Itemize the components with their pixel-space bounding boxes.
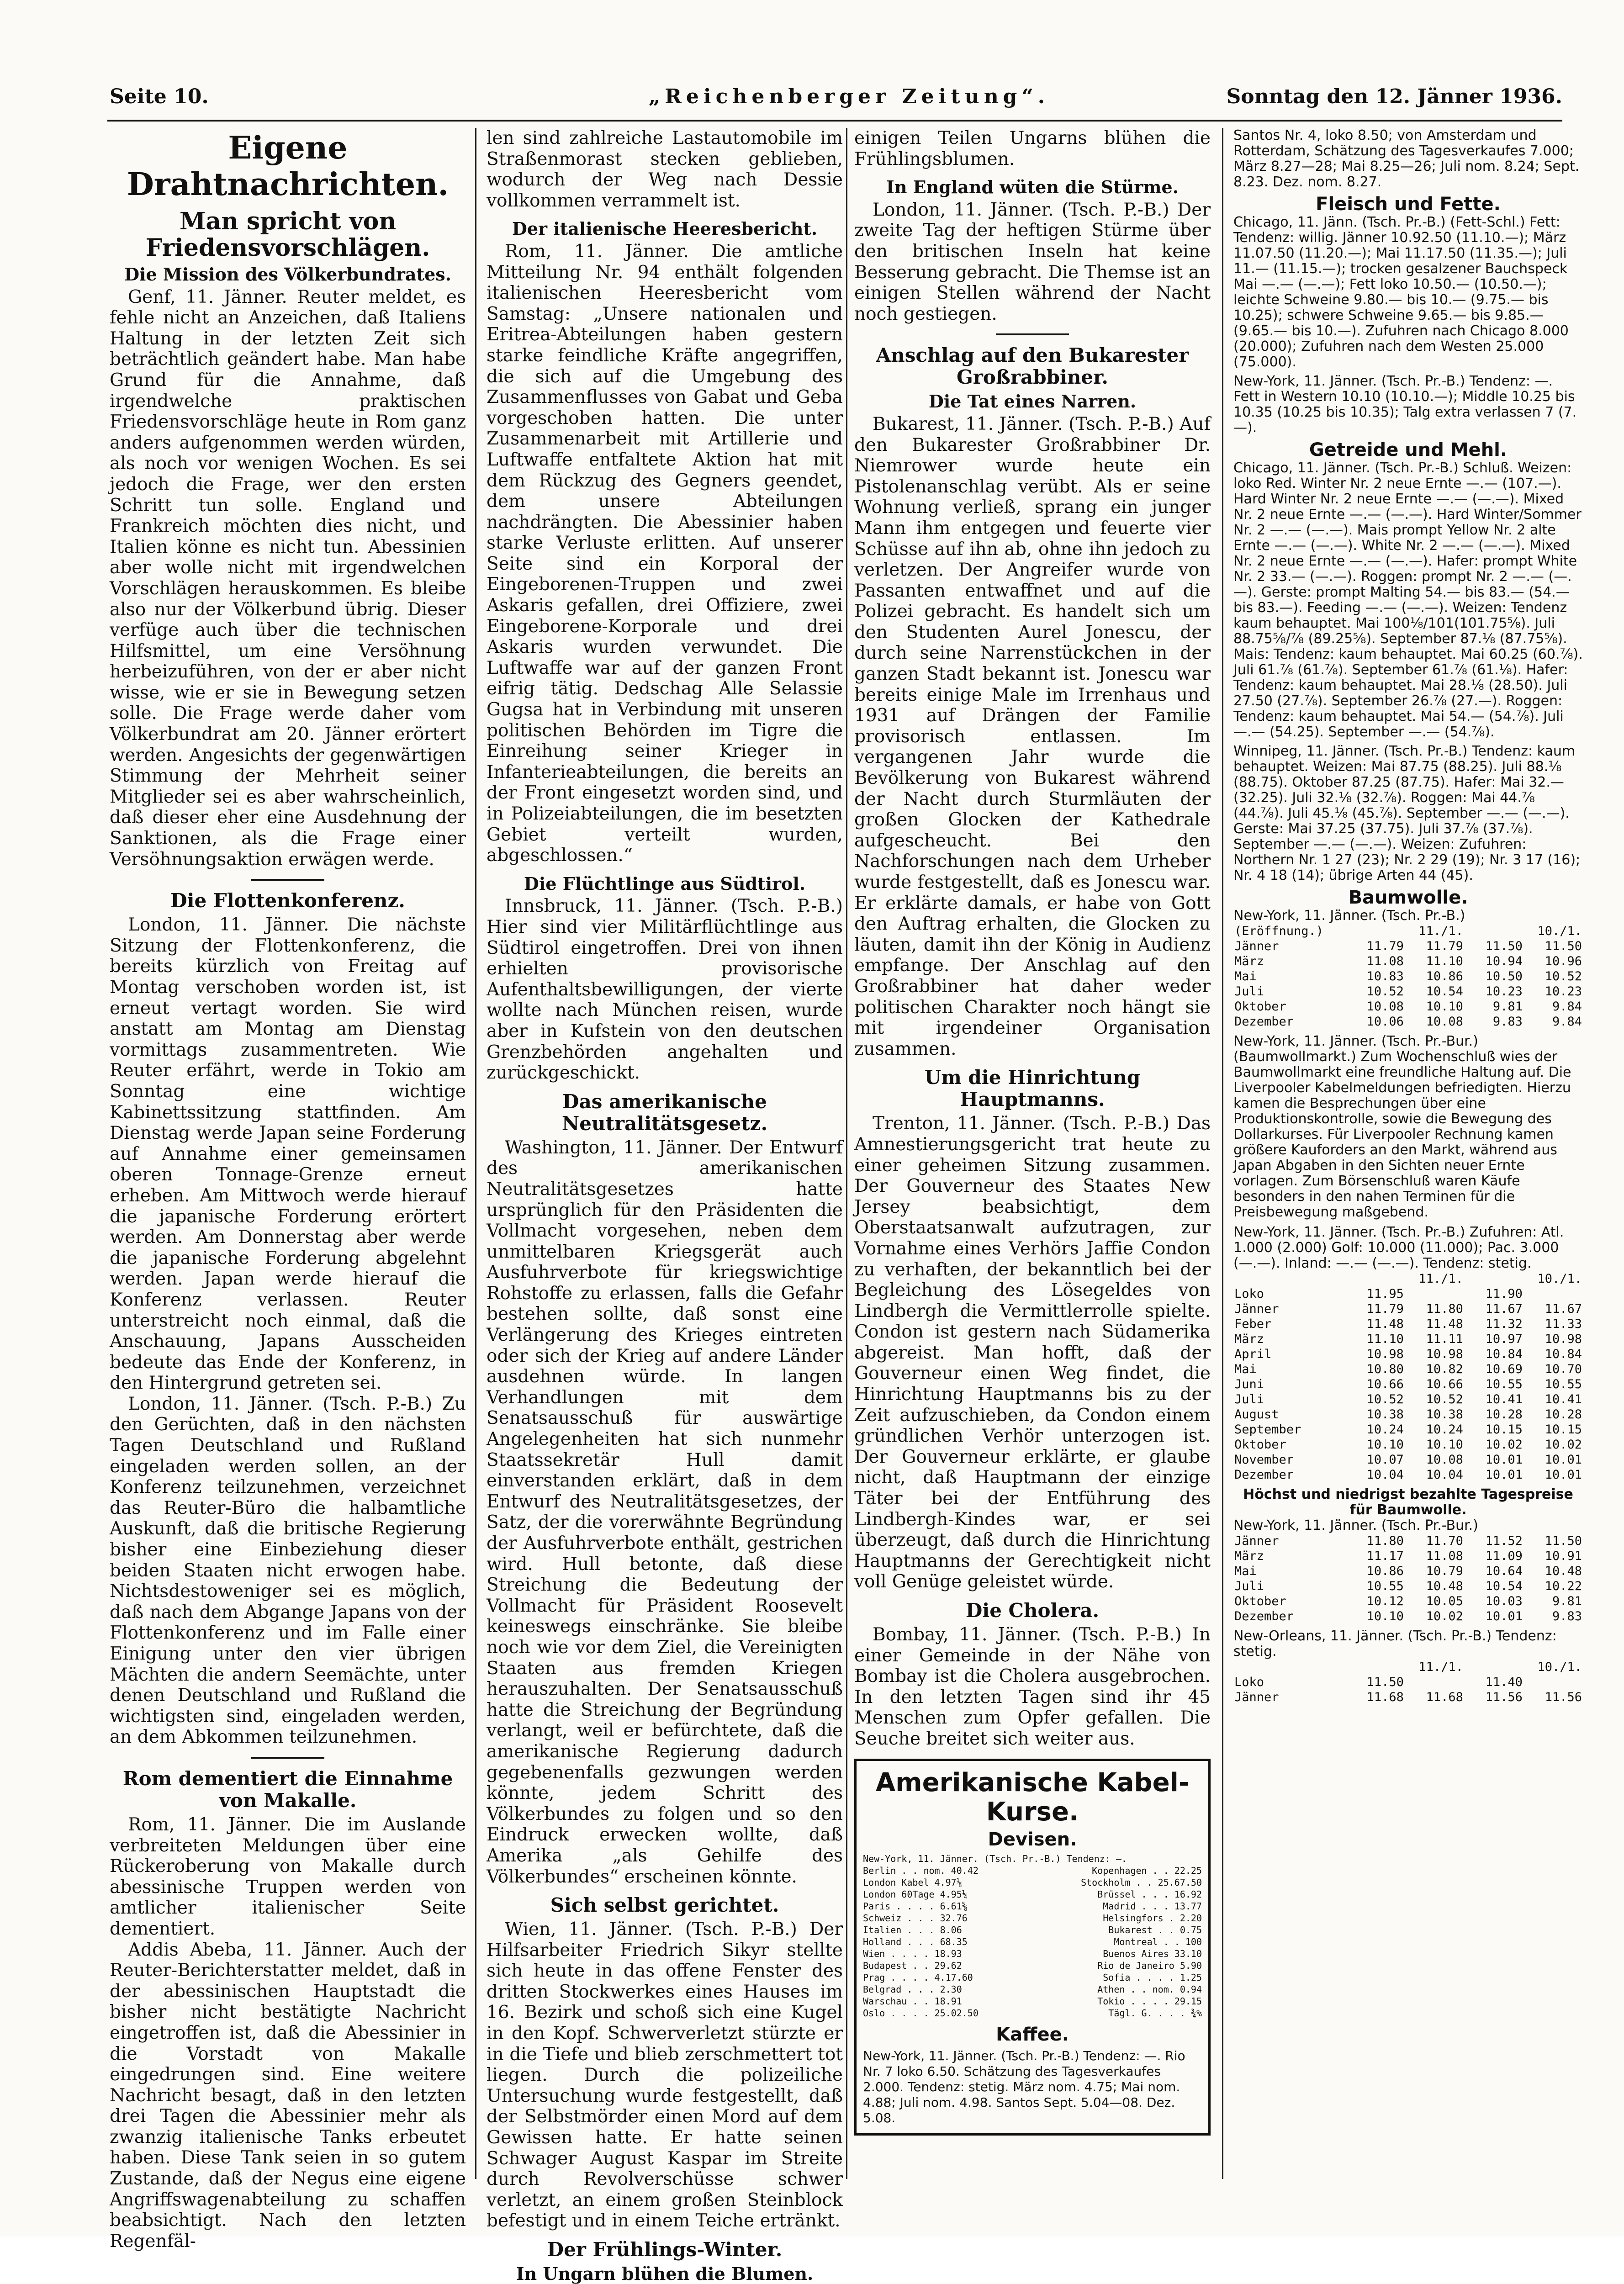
divider bbox=[251, 1757, 324, 1759]
devisen-right: Kopenhagen . . 22.25 bbox=[1092, 1865, 1202, 1877]
market-paragraph: New-York, 11. Jänner. (Tsch. Pr.-Bur.) bbox=[1233, 1517, 1478, 1533]
divider bbox=[996, 333, 1069, 335]
month-cell: Juli bbox=[1234, 984, 1264, 999]
price-cell: 10.24 bbox=[1366, 1422, 1404, 1437]
article-paragraph: London, 11. Jänner. (Tsch. P.-B.) Zu den Gerüchten, daß in den nächsten Tagen Deutschland und Rußland eingeladen werden sollen, an der Konferenz teilzunehmen, verzeichnet das Reuter-Büro die halbamtliche Auskunft, daß die britische Regierung bisher eine Einbeziehung dieser beiden Staaten nicht erwogen habe. Nichtsdestoweniger sei es möglich, daß nach dem Abgange Japans von der Flottenkonferenz und im Falle einer Einigung unter den vier übrigen Mächten die andern Seemächte, unter denen Deutschland und Rußland die wichtigsten sind, eingeladen werden, an dem Abkommen teilzunehmen. bbox=[110, 1393, 466, 1748]
month-cell: Feber bbox=[1234, 1317, 1272, 1331]
price-cell: 11.67 bbox=[1485, 1302, 1523, 1316]
article-headline: Das amerikanische Neutralitätsgesetz. bbox=[561, 1090, 768, 1135]
market-section-title: Fleisch und Fette. bbox=[1316, 194, 1501, 215]
devisen-right: Rio de Janeiro 5.90 bbox=[1097, 1960, 1202, 1972]
price-cell: 9.84 bbox=[1552, 999, 1582, 1014]
issue-date: Sonntag den 12. Jänner 1936. bbox=[1226, 85, 1562, 108]
devisen-right: Athen . . nom. 0.94 bbox=[1097, 1984, 1202, 1995]
table-row bbox=[1233, 1407, 1583, 1422]
price-cell: 11.48 bbox=[1426, 1317, 1463, 1331]
price-cell: 10.41 bbox=[1485, 1392, 1523, 1406]
section-title: Eigene Drahtnachrichten. bbox=[127, 130, 449, 203]
price-cell: 11.56 bbox=[1545, 1690, 1582, 1704]
price-cell: 10.66 bbox=[1426, 1377, 1463, 1391]
devisen-table bbox=[863, 1865, 1202, 2019]
market-paragraph: New-York, 11. Jänner. (Tsch. Pr.-B.) Tendenz: —. Fett in Western 10.10 (10.10.—); Middle 10.25 bis 10.35 (10.25 bis 10.35); Talg extra verlassen 7 (7.—). bbox=[1233, 373, 1577, 436]
table-row bbox=[1233, 1392, 1583, 1407]
price-cell: 10.48 bbox=[1545, 1564, 1582, 1578]
cotton-table-1 bbox=[1233, 924, 1583, 1029]
price-cell: 10.01 bbox=[1545, 1468, 1582, 1482]
devisen-left: Belgrad . . . 2.30 bbox=[863, 1984, 962, 1995]
column-divider bbox=[846, 128, 847, 2179]
price-cell: 10.06 bbox=[1366, 1015, 1404, 1029]
price-cell: 10.55 bbox=[1485, 1377, 1523, 1391]
devisen-row bbox=[863, 2007, 1202, 2019]
price-cell: 10.08 bbox=[1366, 999, 1404, 1014]
devisen-row bbox=[863, 1865, 1202, 1877]
devisen-right: Bukarest . . 0.75 bbox=[1108, 1924, 1202, 1936]
cable-rates-title: Amerikanische Kabel-Kurse. bbox=[875, 1767, 1190, 1827]
table-row bbox=[1233, 1422, 1583, 1437]
article-headline: Anschlag auf den Bukarester Großrabbiner. bbox=[876, 344, 1189, 389]
article-subheadline: In Ungarn blühen die Blumen. bbox=[516, 2263, 814, 2284]
price-cell: 11.17 bbox=[1366, 1549, 1404, 1563]
market-paragraph: New-York, 11. Jänner. (Tsch. Pr.-B.) Zufuhren: Atl. 1.000 (2.000) Golf: 10.000 (11.000); Pac. 3.000 (—.—). Inland: —.— (—.—). Tendenz: stetig. bbox=[1233, 1224, 1564, 1271]
price-cell bbox=[1523, 1675, 1583, 1690]
devisen-left: Warschau . . 18.91 bbox=[863, 1996, 962, 2007]
table-row bbox=[1233, 1452, 1583, 1467]
table-row bbox=[1233, 1564, 1583, 1579]
table-header-cell: 11./1. bbox=[1418, 1272, 1463, 1286]
devisen-row bbox=[863, 1877, 1202, 1888]
devisen-row bbox=[863, 1900, 1202, 1912]
table-row bbox=[1233, 954, 1583, 969]
price-cell: 11.09 bbox=[1485, 1549, 1523, 1563]
price-cell: 11.68 bbox=[1366, 1690, 1404, 1704]
table-row bbox=[1233, 1332, 1583, 1347]
price-cell: 10.23 bbox=[1485, 984, 1523, 999]
month-cell: Jänner bbox=[1234, 1302, 1279, 1316]
devisen-row bbox=[863, 1983, 1202, 1995]
price-cell: 11.50 bbox=[1545, 1534, 1582, 1548]
month-cell: März bbox=[1234, 1332, 1264, 1346]
market-section-title: Baumwolle. bbox=[1348, 887, 1468, 908]
month-cell: Mai bbox=[1234, 1362, 1257, 1376]
price-cell: 10.08 bbox=[1426, 1015, 1463, 1029]
table-header-cell: 10./1. bbox=[1537, 1660, 1582, 1674]
price-cell: 11.10 bbox=[1366, 1332, 1404, 1346]
article-headline: Man spricht von Friedensvorschlägen. bbox=[145, 207, 430, 262]
price-cell: 10.55 bbox=[1545, 1377, 1582, 1391]
article-paragraph: Rom, 11. Jänner. Die amtliche Mitteilung Nr. 94 enthält folgenden italienischen Heeresbericht vom Samstag: „Unsere nationalen und Eritrea-Abteilungen haben gestern starke feindliche Kräfte angegriffen, die sich auf die Umgebung des Zusammenflusses von Gabat und Geba vorgeschoben hatten. Die unter Zusammenarbeit mit Artillerie und Luftwaffe entfaltete Aktion hat mit dem Rückzug des Gegners geendet, dem unsere Abteilungen nachdrängten. Die Abessinier haben starke Verluste erlitten. Auf unserer Seite sind ein Korporal der Eingeborenen-Truppen und zwei Askaris gefallen, drei Offiziere, zwei Eingeborene-Korporale und drei Askaris wurden verwundet. Die Luftwaffe war auf der ganzen Front eifrig tätig. Dedschag Alle Selassie Gugsa hat in Verbindung mit unseren politischen Behörden im Tigre die Einreihung seiner Krieger in Infanterieabteilungen, die bereits an der Front eingesetzt worden sind, und in Polizeiabteilungen, die im besetzten Gebiet verteilt wurden, abgeschlossen.“ bbox=[487, 241, 843, 866]
devisen-right: Sofia . . . . 1.25 bbox=[1103, 1972, 1202, 1983]
devisen-left: Oslo . . . . 25.02.50 bbox=[863, 2008, 979, 2019]
article-headline: In England wüten die Stürme. bbox=[886, 177, 1179, 198]
price-cell: 10.01 bbox=[1485, 1609, 1523, 1623]
price-cell: 10.94 bbox=[1485, 954, 1523, 968]
price-cell: 10.22 bbox=[1545, 1579, 1582, 1593]
table-header-row bbox=[1233, 1271, 1583, 1286]
price-cell: 10.86 bbox=[1366, 1564, 1404, 1578]
market-paragraph: New-York, 11. Jänner. (Tsch. Pr.-B.) bbox=[1233, 908, 1465, 924]
devisen-right: Brüssel . . . 16.92 bbox=[1097, 1889, 1202, 1900]
devisen-row bbox=[863, 1960, 1202, 1972]
price-cell: 10.28 bbox=[1485, 1407, 1523, 1422]
article-paragraph: len sind zahlreiche Lastautomobile im Straßenmorast stecken geblieben, wodurch der Weg nach Dessie vollkommen verrammelt ist. bbox=[487, 128, 843, 211]
price-cell: 10.52 bbox=[1366, 984, 1404, 999]
article-subheadline: Die Tat eines Narren. bbox=[928, 391, 1137, 412]
devisen-title: Devisen. bbox=[988, 1829, 1077, 1850]
price-cell bbox=[1405, 1675, 1464, 1690]
column-3 bbox=[854, 128, 1211, 2193]
kaffee-text: New-York, 11. Jänner. (Tsch. Pr.-B.) Tendenz: —. Rio Nr. 7 loko 6.50. Schätzung des Tagesverkaufes 2.000. Tendenz: stetig. März nom. 4.75; Mai nom. 4.88; Juli nom. 4.98. Santos Sept. 5.04—08. Dez. 5.08. bbox=[863, 2048, 1185, 2125]
price-cell: 11.50 bbox=[1366, 1675, 1404, 1689]
price-cell: 10.02 bbox=[1545, 1438, 1582, 1452]
month-cell: Juli bbox=[1234, 1579, 1264, 1593]
table-row bbox=[1233, 1362, 1583, 1377]
table-row bbox=[1233, 969, 1583, 984]
price-cell: 9.81 bbox=[1492, 999, 1523, 1014]
market-paragraph: Chicago, 11. Jänn. (Tsch. Pr.-B.) (Fett-Schl.) Fett: Tendenz: willig. Jänner 10.92.50 (11.10.—); März 11.07.50 (11.20.—); Mai 11.17.50 (11.35.—); Juli 11.— (11.15.—); trocken gesalzener Bauchspeck Mai —.— (—.—); Fett loko 10.50.— (10.50.—); leichte Schweine 9.80.— bis 10.— (9.75.— bis 10.25); schwere Schweine 9.65.— bis 9.85.— (9.65.— bis 10.—). Zufuhren nach Chicago 8.000 (20.000); Zufuhren nach dem Westen 25.000 (75.000). bbox=[1233, 214, 1569, 370]
article-headline: Die Cholera. bbox=[965, 1599, 1100, 1622]
price-cell: 11.33 bbox=[1545, 1317, 1582, 1331]
price-cell: 10.82 bbox=[1426, 1362, 1463, 1376]
price-cell: 10.10 bbox=[1426, 1438, 1463, 1452]
month-cell: Dezember bbox=[1234, 1609, 1294, 1623]
devisen-right: Montreal . . 100 bbox=[1114, 1936, 1202, 1948]
devisen-row bbox=[863, 1972, 1202, 1983]
month-cell: Jänner bbox=[1234, 939, 1279, 953]
price-cell: 10.01 bbox=[1485, 1453, 1523, 1467]
price-cell: 10.86 bbox=[1426, 969, 1463, 983]
table-row bbox=[1233, 1533, 1583, 1549]
article-headline: Die Flüchtlinge aus Südtirol. bbox=[524, 873, 806, 894]
month-cell: Mai bbox=[1234, 969, 1257, 983]
devisen-left: Berlin . . nom. 40.42 bbox=[863, 1865, 979, 1877]
price-cell: 10.84 bbox=[1485, 1347, 1523, 1361]
price-cell: 11.52 bbox=[1485, 1534, 1523, 1548]
price-cell: 11.08 bbox=[1366, 954, 1404, 968]
price-cell: 11.40 bbox=[1485, 1675, 1523, 1689]
article-headline: Rom dementiert die Einnahme von Makalle. bbox=[122, 1767, 453, 1812]
article-headline: Der Frühlings-Winter. bbox=[547, 2238, 783, 2261]
price-cell: 10.80 bbox=[1366, 1362, 1404, 1376]
price-cell: 11.48 bbox=[1366, 1317, 1404, 1331]
devisen-right: Tokio . . . . 29.15 bbox=[1097, 1996, 1202, 2007]
devisen-left: Paris . . . . 6.61⅝ bbox=[863, 1901, 968, 1912]
article-paragraph: Genf, 11. Jänner. Reuter meldet, es fehle nicht an Anzeichen, daß Italiens Haltung in der letzten Zeit sich beträchtlich geändert habe. Man habe Grund für die Annahme, daß irgendwelche praktischen Friedensvorschläge heute in Rom ganz anders aufgenommen werden würden, als noch vor wenigen Wochen. Es sei jedoch die Frage, wer den ersten Schritt tun solle. England und Frankreich möchten dies nicht, und Italien könne es nicht tun. Abessinien aber wolle nicht mit irgendwelchen Vorschlägen herauskommen. Es bleibe also nur der Völkerbund übrig. Dieser verfüge auch über die technischen Hilfsmittel, um eine Versöhnung herbeizuführen, von der er aber nicht wisse, wie er sie in Bewegung setzen solle. Die Frage werde daher vom Völkerbundrat am 20. Jänner erörtert werden. Angesichts der gegenwärtigen Stimmung der Mehrheit seiner Mitglieder sei es aber wahrscheinlich, daß dieser eher eine Ausdehnung der Sanktionen, als die Frage einer Versöhnungsaktion erwägen werde. bbox=[110, 286, 466, 870]
header-rule bbox=[107, 120, 1562, 122]
price-cell: 10.98 bbox=[1545, 1332, 1582, 1346]
kaffee-title: Kaffee. bbox=[996, 2024, 1069, 2046]
article-paragraph: Addis Abeba, 11. Jänner. Auch der Reuter-Berichterstatter meldet, daß in der abessinischen Hauptstadt die bisher nicht bestätigte Nachricht eingetroffen ist, daß die Abessinier in die Vorstadt von Makalle eingedrungen sind. Eine weitere Nachricht besagt, daß in den letzten drei Tagen die Abessinier mehr als zwanzig italienische Tanks erbeutet haben. Diese Tank seien in so gutem Zustande, daß der Negus eine eigene Angriffswagenabteilung zu schaffen beabsichtigt. Nach den letzten Regenfäl- bbox=[110, 1939, 466, 2252]
price-cell: 10.28 bbox=[1545, 1407, 1582, 1422]
market-paragraph: Höchst und niedrigst bezahlte Tagespreise für Baumwolle. bbox=[1243, 1486, 1573, 1518]
price-cell: 10.97 bbox=[1485, 1332, 1523, 1346]
article-headline: Sich selbst gerichtet. bbox=[550, 1894, 779, 1917]
price-cell: 10.91 bbox=[1545, 1549, 1582, 1563]
table-header-cell: (Eröffnung.) bbox=[1234, 924, 1324, 938]
price-cell: 10.01 bbox=[1545, 1453, 1582, 1467]
article-paragraph: Wien, 11. Jänner. (Tsch. P.-B.) Der Hilfsarbeiter Friedrich Sikyr stellte sich heute in das offene Fenster des dritten Stockwerkes eines Hauses im 16. Bezirk und schoß sich eine Kugel in den Kopf. Schwerverletzt stürzte er in die Tiefe und blieb zerschmettert tot liegen. Durch die polizeiliche Untersuchung wurde festgestellt, daß der Selbstmörder einen Mord auf dem Gewissen hatte. Er hatte seinen Schwager August Kaspar im Streite durch Revolverschüsse schwer verletzt, an einem großen Steinblock befestigt und in einem Teiche ertränkt. bbox=[487, 1919, 843, 2231]
month-cell: April bbox=[1234, 1347, 1272, 1361]
table-row bbox=[1233, 999, 1583, 1014]
devisen-row bbox=[863, 1888, 1202, 1900]
price-cell: 10.98 bbox=[1366, 1347, 1404, 1361]
month-cell: Jänner bbox=[1234, 1690, 1279, 1704]
price-cell: 10.41 bbox=[1545, 1392, 1582, 1406]
article-paragraph: London, 11. Jänner. Die nächste Sitzung der Flottenkonferenz, die bereits kürzlich von Freitag auf Montag verschoben worden ist, ist erneut vertagt worden. Sie wird anstatt am Montag am Dienstag vormittags zusammentreten. Wie Reuter erfährt, werde in Tokio am Sonntag eine wichtige Kabinettssitzung stattfinden. Am Dienstag werde Japan seine Forderung auf Annahme einer gemeinsamen oberen Tonnage-Grenze erneut erheben. Am Mittwoch werde hierauf die japanische Forderung erörtert werden. Am Donnerstag aber werde die japanische Forderung abgelehnt werden. Japan werde hierauf die Konferenz verlassen. Reuter unterstreicht noch einmal, daß die Anschauung, Japans Ausscheiden bedeute das Ende der Konferenz, in den Hintergrund getreten sei. bbox=[110, 915, 466, 1394]
price-cell: 11.10 bbox=[1426, 954, 1463, 968]
price-cell: 10.50 bbox=[1485, 969, 1523, 983]
price-cell: 11.80 bbox=[1366, 1534, 1404, 1548]
table-header-row bbox=[1233, 924, 1583, 939]
price-cell: 10.52 bbox=[1366, 1392, 1404, 1406]
article-subheadline: Die Mission des Völkerbundrates. bbox=[124, 264, 451, 285]
price-cell: 11.79 bbox=[1366, 1302, 1404, 1316]
price-cell: 9.83 bbox=[1492, 1015, 1523, 1029]
devisen-right: Buenos Aires 33.10 bbox=[1103, 1948, 1202, 1960]
price-cell: 10.38 bbox=[1366, 1407, 1404, 1422]
price-cell: 11.56 bbox=[1485, 1690, 1523, 1704]
price-cell: 10.66 bbox=[1366, 1377, 1404, 1391]
price-cell: 10.55 bbox=[1366, 1579, 1404, 1593]
devisen-right: Stockholm . . 25.67.50 bbox=[1081, 1877, 1202, 1888]
table-row bbox=[1233, 1609, 1583, 1624]
price-cell: 10.23 bbox=[1545, 984, 1582, 999]
table-header-cell: 11./1. bbox=[1418, 924, 1463, 938]
price-cell: 10.10 bbox=[1426, 999, 1463, 1014]
price-cell: 10.01 bbox=[1485, 1468, 1523, 1482]
cable-rates-box bbox=[854, 1759, 1211, 2136]
price-cell: 10.10 bbox=[1366, 1609, 1404, 1623]
cotton-table-3 bbox=[1233, 1533, 1583, 1624]
price-cell: 11.70 bbox=[1426, 1534, 1463, 1548]
month-cell: Dezember bbox=[1234, 1468, 1294, 1482]
table-header-cell bbox=[1233, 1660, 1345, 1675]
price-cell: 10.04 bbox=[1366, 1468, 1404, 1482]
devisen-right: Madrid . . . 13.77 bbox=[1103, 1901, 1202, 1912]
price-cell: 9.84 bbox=[1552, 1015, 1582, 1029]
price-cell: 10.84 bbox=[1545, 1347, 1582, 1361]
devisen-right: Helsingfors . 2.20 bbox=[1103, 1913, 1202, 1924]
page-header bbox=[110, 85, 1562, 117]
devisen-left: Holland . . . 68.35 bbox=[863, 1936, 968, 1948]
price-cell: 10.02 bbox=[1485, 1438, 1523, 1452]
devisen-left: Schweiz . . . 32.76 bbox=[863, 1913, 968, 1924]
devisen-left: Budapest . . 29.62 bbox=[863, 1960, 962, 1972]
article-paragraph: London, 11. Jänner. (Tsch. P.-B.) Der zweite Tag der heftigen Stürme über den britischen Inseln hat keine Besserung gebracht. Die Themse ist an einigen Stellen während der Nacht noch gestiegen. bbox=[854, 199, 1211, 324]
price-cell: 9.83 bbox=[1552, 1609, 1582, 1623]
devisen-row bbox=[863, 1948, 1202, 1960]
table-header-cell bbox=[1233, 1271, 1345, 1286]
table-row bbox=[1233, 1014, 1583, 1029]
price-cell: 10.38 bbox=[1426, 1407, 1463, 1422]
price-cell: 10.48 bbox=[1426, 1579, 1463, 1593]
devisen-left: Wien . . . . 18.93 bbox=[863, 1948, 962, 1960]
table-row bbox=[1233, 1549, 1583, 1564]
table-row bbox=[1233, 1467, 1583, 1482]
column-divider bbox=[1222, 128, 1223, 2179]
price-cell: 11.95 bbox=[1366, 1287, 1404, 1301]
devisen-row bbox=[863, 1995, 1202, 2007]
table-header-row bbox=[1233, 1660, 1583, 1675]
price-cell: 11.67 bbox=[1545, 1302, 1582, 1316]
table-row bbox=[1233, 1316, 1583, 1332]
price-cell: 9.81 bbox=[1552, 1594, 1582, 1608]
price-cell: 10.79 bbox=[1426, 1564, 1463, 1578]
price-cell: 10.96 bbox=[1545, 954, 1582, 968]
month-cell: Loko bbox=[1234, 1287, 1264, 1301]
column-1 bbox=[110, 128, 466, 2252]
month-cell: November bbox=[1234, 1453, 1294, 1467]
column-divider bbox=[475, 128, 476, 2179]
price-cell: 11.32 bbox=[1485, 1317, 1523, 1331]
price-cell: 10.10 bbox=[1366, 1438, 1404, 1452]
price-cell: 10.05 bbox=[1426, 1594, 1463, 1608]
price-cell: 11.50 bbox=[1485, 939, 1523, 953]
price-cell: 10.04 bbox=[1426, 1468, 1463, 1482]
devisen-right: Tägl. G. . . . ¾% bbox=[1108, 2008, 1202, 2019]
price-cell: 11.08 bbox=[1426, 1549, 1463, 1563]
price-cell: 10.03 bbox=[1485, 1594, 1523, 1608]
month-cell: Dezember bbox=[1234, 1015, 1294, 1029]
devisen-intro: New-York, 11. Jänner. (Tsch. Pr.-B.) Tendenz: —. bbox=[863, 1853, 1127, 1865]
article-paragraph: Rom, 11. Jänner. Die im Auslande verbreiteten Meldungen über eine Rückeroberung von Makalle durch abessinische Truppen werden von amtlicher italienischer Seite dementiert. bbox=[110, 1814, 466, 1939]
devisen-left: Prag . . . . 4.17.60 bbox=[863, 1972, 973, 1983]
table-row bbox=[1233, 1675, 1583, 1690]
article-paragraph: einigen Teilen Ungarns blühen die Frühlingsblumen. bbox=[854, 128, 1211, 169]
table-row bbox=[1233, 1347, 1583, 1362]
article-paragraph: Washington, 11. Jänner. Der Entwurf des amerikanischen Neutralitätsgesetzes hatte ursprünglich für den Präsidenten die Vollmacht vorgesehen, neben dem unmittelbaren Kriegsgerät auch Ausfuhrverbote für kriegswichtige Rohstoffe zu erlassen, falls die Gefahr bestehen sollte, daß sonst eine Verlängerung des Krieges eintreten oder sich der Krieg auf andere Länder ausdehnen würde. In langen Verhandlungen mit dem Senatsausschuß für auswärtige Angelegenheiten hat sich nunmehr Staatssekretär Hull damit einverstanden erklärt, daß in dem Entwurf des Neutralitätsgesetzes, der Satz, der die vorerwähnte Begründung der Ausfuhrverbote enthält, gestrichen wird. Hull betonte, daß diese Streichung die Bedeutung der Vollmacht für Präsident Roosevelt keineswegs einschränke. Sie bleibe noch wie vor dem Ziel, die Vereinigten Staaten aus fremden Kriegen herauszuhalten. Der Senatsausschuß hatte die Streichung der Begründung verlangt, weil er befürchtete, daß die amerikanische Regierung dadurch gegebenenfalls gezwungen werden könnte, jedem Schritt des Völkerbundes zu folgen und so den Eindruck erwecken wollte, daß Amerika „als Gehilfe des Völkerbundes“ erscheinen könnte. bbox=[487, 1137, 843, 1887]
market-paragraph: New-York, 11. Jänner. (Tsch. Pr.-Bur.) (Baumwollmarkt.) Zum Wochenschluß wies der Baumwollmarkt eine freundliche Haltung auf. Die Liverpooler Kabelmeldungen befriedigten. Hierzu kamen die Besprechungen über eine Produktionskontrolle, sowie die Bewegung des Dollarkurses. Für Liverpooler Rechnung kamen größere Kauforders an den Markt, während aus Japan Abgaben in den Sichten neuer Ernte vorlagen. Zum Börsenschluß waren Käufe besonders in den nahen Terminen für die Preisbewegung maßgebend. bbox=[1233, 1033, 1571, 1220]
price-cell: 10.15 bbox=[1545, 1422, 1582, 1437]
price-cell: 10.69 bbox=[1485, 1362, 1523, 1376]
month-cell: Oktober bbox=[1234, 999, 1286, 1014]
page-number: Seite 10. bbox=[110, 85, 209, 108]
price-cell: 11.11 bbox=[1426, 1332, 1463, 1346]
price-cell: 10.02 bbox=[1426, 1609, 1463, 1623]
divider bbox=[251, 879, 324, 881]
table-header-cell: 10./1. bbox=[1537, 924, 1582, 938]
table-row bbox=[1233, 1377, 1583, 1392]
price-cell: 10.83 bbox=[1366, 969, 1404, 983]
article-paragraph: Innsbruck, 11. Jänner. (Tsch. P.-B.) Hier sind vier Militärflüchtlinge aus Südtirol eingetroffen. Drei von ihnen erhielten provisorische Aufenthaltsbewilligungen, der vierte wollte nach München reisen, wurde aber in Kufstein von den deutschen Grenzbehörden angehalten und zurückgeschickt. bbox=[487, 896, 843, 1084]
price-cell: 10.52 bbox=[1426, 1392, 1463, 1406]
devisen-row bbox=[863, 1924, 1202, 1936]
devisen-row bbox=[863, 1936, 1202, 1948]
market-paragraph: Santos Nr. 4, loko 8.50; von Amsterdam und Rotterdam, Schätzung des Tagesverkaufes 7.000; März 8.27—28; Mai 8.25—26; Juli nom. 8.24; Sept. 8.23. Dez. nom. 8.27. bbox=[1233, 127, 1580, 190]
devisen-left: London Kabel 4.97⅛ bbox=[863, 1877, 962, 1888]
table-row bbox=[1233, 939, 1583, 954]
price-cell bbox=[1523, 1286, 1583, 1301]
month-cell: Juni bbox=[1234, 1377, 1264, 1391]
market-paragraph: New-Orleans, 11. Jänner. (Tsch. Pr.-B.) Tendenz: stetig. bbox=[1233, 1628, 1557, 1660]
month-cell: Jänner bbox=[1234, 1534, 1279, 1548]
table-header-cell: 10./1. bbox=[1537, 1272, 1582, 1286]
cotton-table-2 bbox=[1233, 1271, 1583, 1482]
month-cell: März bbox=[1234, 1549, 1264, 1563]
price-cell: 10.70 bbox=[1545, 1362, 1582, 1376]
article-paragraph: Bombay, 11. Jänner. (Tsch. P.-B.) In einer Gemeinde in der Nähe von Bombay ist die Cholera ausgebrochen. In den letzten Tagen sind ihr 45 Menschen zum Opfer gefallen. Die Seuche breitet sich weiter aus. bbox=[854, 1624, 1211, 1749]
month-cell: Juli bbox=[1234, 1392, 1264, 1406]
month-cell: Oktober bbox=[1234, 1594, 1286, 1608]
price-cell: 11.90 bbox=[1485, 1287, 1523, 1301]
column-4-markets bbox=[1233, 128, 1583, 2193]
article-headline: Der italienische Heeresbericht. bbox=[512, 218, 818, 239]
price-cell: 10.54 bbox=[1485, 1579, 1523, 1593]
table-row bbox=[1233, 1286, 1583, 1301]
price-cell: 10.15 bbox=[1485, 1422, 1523, 1437]
price-cell: 11.80 bbox=[1426, 1302, 1463, 1316]
devisen-left: Italien . . . 8.06 bbox=[863, 1924, 962, 1936]
price-cell: 10.08 bbox=[1426, 1453, 1463, 1467]
price-cell: 10.52 bbox=[1545, 969, 1582, 983]
price-cell: 11.68 bbox=[1426, 1690, 1463, 1704]
month-cell: Loko bbox=[1234, 1675, 1264, 1689]
month-cell: Mai bbox=[1234, 1564, 1257, 1578]
market-section-title: Getreide und Mehl. bbox=[1309, 439, 1508, 460]
market-paragraph: Chicago, 11. Jänner. (Tsch. Pr.-B.) Schluß. Weizen: loko Red. Winter Nr. 2 neue Ernte —.— (107.—). Hard Winter Nr. 2 neue Ernte —.— (—.—). Mixed Nr. 2 neue Ernte —.— (—.—). Hard Winter/Sommer Nr. 2 —.— (—.—). Mais prompt Yellow Nr. 2 alte Ernte —.— (—.—). White Nr. 2 —.— (—.—). Mixed Nr. 2 neue Ernte —.— (—.—). Hafer: prompt White Nr. 2 33.— (—.—). Roggen: prompt Nr. 2 —.— (—.—). Gerste: prompt Malting 54.— bis 83.— (54.— bis 83.—). Feeding —.— (—.—). Weizen: Tendenz kaum behauptet. Mai 100⅛/101(101.75⅝). Juli 88.75⅝/⅞ (89.25⅝). September 87.⅛ (87.75⅝). Mais: Tendenz: kaum behauptet. Mai 60.25 (60.⅞). Juli 61.⅞ (61.⅞). September 61.⅞ (61.⅛). Hafer: Tendenz: kaum behauptet. Mai 28.⅛ (28.50). Juli 27.50 (27.⅞). September 26.⅞ (27.—). Roggen: Tendenz: kaum behauptet. Mai 54.— (54.⅞). Juli —.— (54.25). September —.— (54.⅞). bbox=[1233, 460, 1583, 740]
price-cell: 10.12 bbox=[1366, 1594, 1404, 1608]
month-cell: Oktober bbox=[1234, 1438, 1286, 1452]
table-row bbox=[1233, 1301, 1583, 1316]
table-row bbox=[1233, 984, 1583, 999]
devisen-left: London 60Tage 4.95¼ bbox=[863, 1889, 968, 1900]
month-cell: März bbox=[1234, 954, 1264, 968]
article-headline: Um die Hinrichtung Hauptmanns. bbox=[924, 1066, 1141, 1111]
table-row bbox=[1233, 1579, 1583, 1594]
table-row bbox=[1233, 1437, 1583, 1452]
price-cell: 10.54 bbox=[1426, 984, 1463, 999]
price-cell bbox=[1405, 1286, 1464, 1301]
market-paragraph: Winnipeg, 11. Jänner. (Tsch. Pr.-B.) Tendenz: kaum behauptet. Weizen: Mai 87.75 (88.25). Juli 88.⅛ (88.75). Oktober 87.25 (87.75). Hafer: Mai 32.— (32.25). Juli 32.⅛ (32.⅞). Roggen: Mai 44.⅞ (44.⅞). Juli 45.⅛ (45.⅞). September —.— (—.—). Gerste: Mai 37.25 (37.75). Juli 37.⅞ (37.⅞). September —.— (—.—). Weizen: Zufuhren: Northern Nr. 1 27 (23); Nr. 2 29 (19); Nr. 3 17 (16); Nr. 4 18 (14); übrige Arten 44 (45). bbox=[1233, 743, 1581, 883]
price-cell: 10.24 bbox=[1426, 1422, 1463, 1437]
price-cell: 10.64 bbox=[1485, 1564, 1523, 1578]
column-2 bbox=[487, 128, 843, 2284]
price-cell: 11.79 bbox=[1426, 939, 1463, 953]
price-cell: 10.07 bbox=[1366, 1453, 1404, 1467]
price-cell: 11.79 bbox=[1366, 939, 1404, 953]
month-cell: September bbox=[1234, 1422, 1301, 1437]
article-headline: Die Flottenkonferenz. bbox=[170, 889, 405, 912]
devisen-row bbox=[863, 1912, 1202, 1924]
table-row bbox=[1233, 1594, 1583, 1609]
article-paragraph: Trenton, 11. Jänner. (Tsch. P.-B.) Das Amnestierungsgericht trat heute zu einer geheimen Sitzung zusammen. Der Gouverneur des Staates New Jersey beabsichtigt, dem Oberstaatsanwalt aufzutragen, zur Vornahme eines Verhörs Jaffie Condon zu verhaften, der bekanntlich bei der Begleichung des Lösegeldes von Lindbergh die Vermittlerrolle spielte. Condon ist gestern nach Südamerika abgereist. Man hofft, daß der Gouverneur einen Weg findet, die Hinrichtung Hauptmanns bis zu der Zeit aufzuschieben, da Condon einem gründlichen Verhör unterzogen ist. Der Gouverneur erklärte, er glaube nicht, daß Hauptmann der einzige Täter bei der Entführung des Lindbergh-Kindes war, er sei überzeugt, daß durch die Hinrichtung Hauptmanns der Gerechtigkeit nicht voll Genüge geleistet würde. bbox=[854, 1113, 1211, 1592]
masthead: „Reichenberger Zeitung“. bbox=[649, 85, 1050, 108]
month-cell: August bbox=[1234, 1407, 1279, 1422]
price-cell: 11.50 bbox=[1545, 939, 1582, 953]
table-header-cell: 11./1. bbox=[1418, 1660, 1463, 1674]
cotton-table-4 bbox=[1233, 1660, 1583, 1705]
article-paragraph: Bukarest, 11. Jänner. (Tsch. P.-B.) Auf den Bukarester Großrabbiner Dr. Niemrower wurde heute ein Pistolenanschlag verübt. Als er seine Wohnung verließ, sprang ein junger Mann ihm entgegen und feuerte vier Schüsse auf ihn ab, ohne ihn jedoch zu verletzen. Der Angreifer wurde von Passanten entwaffnet und auf die Polizei gebracht. Es handelt sich um den Studenten Aurel Jonescu, der durch seine Narrenstückchen in der ganzen Stadt bekannt ist. Jonescu war bereits einige Male im Irrenhaus und 1931 auf Drängen der Familie provisorisch entlassen. Im vergangenen Jahr wurde die Bevölkerung von Bukarest während der Nacht durch Sturmläuten der großen Glocken der Kathedrale aufgescheucht. Bei den Nachforschungen nach dem Urheber wurde festgestellt, daß es Jonescu war. Er erklärte damals, er habe von Gott den Auftrag erhalten, die Glocken zu läuten, damit ihn der König in Audienz empfange. Der Anschlag auf den Großrabbiner hat daher weder politischen Charakter noch hängt sie mit irgendeiner Organisation zusammen. bbox=[854, 413, 1211, 1059]
table-row bbox=[1233, 1690, 1583, 1705]
price-cell: 10.98 bbox=[1426, 1347, 1463, 1361]
